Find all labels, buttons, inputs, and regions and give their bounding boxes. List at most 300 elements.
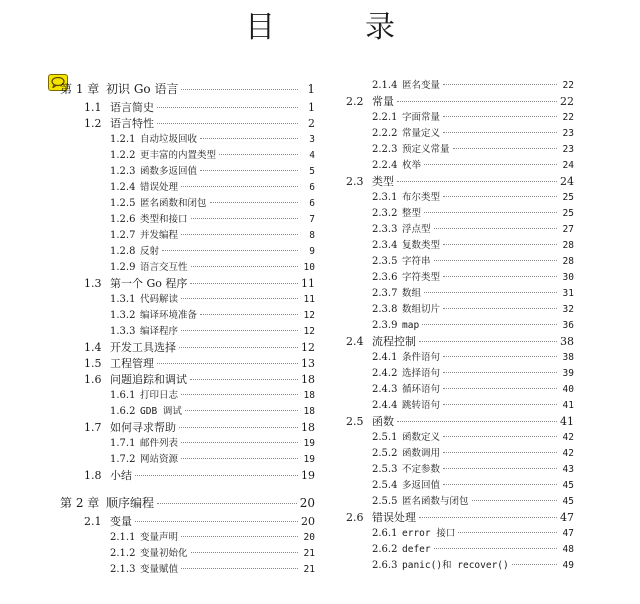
- toc-section-entry[interactable]: [346, 94, 574, 110]
- toc-leader-dots: [157, 363, 298, 364]
- toc-entry-label: 自动垃圾回收: [140, 134, 198, 145]
- toc-entry-number: 1.2.1: [110, 134, 136, 145]
- toc-page-number: 6: [309, 198, 315, 209]
- toc-sub-entry[interactable]: [60, 404, 315, 420]
- toc-leader-dots: [191, 266, 298, 267]
- toc-leader-dots: [434, 260, 557, 261]
- toc-entry-number: 2.6.2: [372, 544, 398, 555]
- toc-entry-number: 1.3: [84, 277, 102, 290]
- toc-entry-number: 2.5.1: [372, 432, 398, 443]
- toc-left-column: [60, 78, 315, 578]
- toc-leader-dots: [443, 244, 557, 245]
- toc-entry-number: 2.1.2: [110, 548, 136, 559]
- toc-page-number: 19: [303, 438, 315, 449]
- toc-entry-number: 1.1: [84, 101, 102, 114]
- toc-entry-label: 字符串: [402, 256, 431, 267]
- toc-entry-number: 2.4.4: [372, 400, 398, 411]
- toc-page-number: 19: [301, 469, 315, 482]
- toc-leader-dots: [397, 421, 557, 422]
- toc-leader-dots: [157, 503, 297, 504]
- toc-entry-number: 2.2.4: [372, 160, 398, 171]
- toc-entry-label: 常量: [372, 95, 394, 108]
- toc-section-entry[interactable]: [60, 340, 315, 356]
- toc-page-number: 23: [562, 144, 574, 155]
- toc-entry-number: 1.7.2: [110, 454, 136, 465]
- page-title: 目 录: [245, 10, 425, 45]
- toc-page-number: 31: [562, 288, 574, 299]
- toc-entry-label: 编译程序: [140, 326, 179, 337]
- toc-entry-label: 工程管理: [110, 357, 154, 370]
- toc-sub-entry[interactable]: [60, 164, 315, 180]
- toc-entry-label: 布尔类型: [402, 192, 441, 203]
- toc-sub-entry[interactable]: [346, 190, 574, 206]
- toc-leader-dots: [443, 388, 557, 389]
- toc-entry-label: 选择语句: [402, 368, 441, 379]
- toc-entry-label: 匿名变量: [402, 80, 441, 91]
- toc-leader-dots: [443, 404, 557, 405]
- toc-entry-label: 邮件列表: [140, 438, 179, 449]
- toc-leader-dots: [191, 552, 298, 553]
- toc-leader-dots: [443, 452, 557, 453]
- toc-page-number: 20: [301, 515, 315, 528]
- toc-entry-number: 1.3.1: [110, 294, 136, 305]
- toc-entry-label: 问题追踪和调试: [110, 373, 187, 386]
- toc-sub-entry[interactable]: [60, 324, 315, 340]
- toc-entry-label: 变量: [110, 515, 132, 528]
- toc-page-number: 42: [562, 448, 574, 459]
- toc-entry-number: 1.2.7: [110, 230, 136, 241]
- toc-page-number: 3: [309, 134, 315, 145]
- toc-entry-label: 变量初始化: [140, 548, 188, 559]
- toc-sub-entry[interactable]: [346, 526, 574, 542]
- toc-entry-label: 整型: [402, 208, 422, 219]
- toc-page-number: 28: [562, 256, 574, 267]
- toc-leader-dots: [397, 181, 557, 182]
- toc-entry-number: 2.6.3: [372, 560, 398, 571]
- toc-entry-label: 语言简史: [110, 101, 154, 114]
- toc-sub-entry[interactable]: [346, 462, 574, 478]
- toc-sub-entry[interactable]: [346, 382, 574, 398]
- toc-entry-number: 2.5.4: [372, 480, 398, 491]
- toc-page-number: 11: [301, 277, 315, 290]
- toc-page-number: 25: [562, 208, 574, 219]
- toc-sub-entry[interactable]: [60, 196, 315, 212]
- toc-entry-number: 1.3.2: [110, 310, 136, 321]
- toc-entry-number: 第 2 章: [60, 496, 100, 510]
- toc-entry-number: 1.2: [84, 117, 102, 130]
- toc-page-number: 8: [309, 230, 315, 241]
- toc-entry-label: 打印日志: [140, 390, 179, 401]
- toc-entry-number: 1.2.3: [110, 166, 136, 177]
- toc-leader-dots: [181, 442, 298, 443]
- toc-page-number: 20: [299, 496, 315, 510]
- toc-entry-label: 错误处理: [372, 511, 416, 524]
- toc-sub-entry[interactable]: [60, 562, 315, 578]
- toc-entry-label: 枚举: [402, 160, 422, 171]
- toc-entry-number: 1.6.2: [110, 406, 136, 417]
- toc-page-number: 23: [562, 128, 574, 139]
- toc-section-entry[interactable]: [60, 468, 315, 484]
- toc-entry-number: 2.4.2: [372, 368, 398, 379]
- toc-leader-dots: [200, 314, 298, 315]
- toc-page-number: 12: [303, 310, 315, 321]
- toc-leader-dots: [443, 436, 557, 437]
- toc-leader-dots: [458, 532, 557, 533]
- toc-entry-label: 函数多返回值: [140, 166, 198, 177]
- toc-entry-label: 匿名函数与闭包: [402, 496, 469, 507]
- toc-page-number: 9: [309, 246, 315, 257]
- toc-entry-label: 变量声明: [140, 532, 179, 543]
- toc-entry-number: 1.7: [84, 421, 102, 434]
- toc-leader-dots: [443, 308, 557, 309]
- toc-entry-number: 1.2.8: [110, 246, 136, 257]
- toc-leader-dots: [419, 341, 557, 342]
- toc-entry-label: 编译环境准备: [140, 310, 198, 321]
- toc-sub-entry[interactable]: [346, 270, 574, 286]
- toc-leader-dots: [443, 356, 557, 357]
- toc-sub-entry[interactable]: [346, 158, 574, 174]
- toc-leader-dots: [181, 298, 298, 299]
- toc-entry-label: 字面常量: [402, 112, 441, 123]
- toc-leader-dots: [181, 394, 298, 395]
- toc-entry-number: 2.3.7: [372, 288, 398, 299]
- toc-page-number: 24: [560, 175, 574, 188]
- toc-entry-number: 2.1: [84, 515, 102, 528]
- toc-sub-entry[interactable]: [346, 286, 574, 302]
- toc-leader-dots: [179, 347, 298, 348]
- toc-sub-entry[interactable]: [346, 254, 574, 270]
- toc-page-number: 19: [303, 454, 315, 465]
- toc-entry-label: map: [402, 320, 420, 331]
- toc-entry-number: 2.5.2: [372, 448, 398, 459]
- toc-leader-dots: [190, 379, 298, 380]
- toc-entry-number: 第 1 章: [60, 82, 100, 96]
- toc-leader-dots: [190, 283, 298, 284]
- toc-page-number: 18: [301, 421, 315, 434]
- toc-entry-number: 2.2.1: [372, 112, 398, 123]
- toc-entry-number: 1.2.9: [110, 262, 136, 273]
- toc-leader-dots: [181, 536, 298, 537]
- toc-page-number: 47: [562, 528, 574, 539]
- toc-sub-entry[interactable]: [346, 110, 574, 126]
- toc-page-number: 45: [562, 496, 574, 507]
- toc-entry-number: 1.2.5: [110, 198, 136, 209]
- toc-page-number: 18: [301, 373, 315, 386]
- toc-entry-label: 并发编程: [140, 230, 179, 241]
- toc-leader-dots: [210, 202, 298, 203]
- toc-entry-number: 1.7.1: [110, 438, 136, 449]
- toc-section-entry[interactable]: [60, 420, 315, 436]
- toc-page-number: 22: [562, 112, 574, 123]
- toc-page-number: 40: [562, 384, 574, 395]
- toc-entry-label: 匿名函数和闭包: [140, 198, 207, 209]
- toc-sub-entry[interactable]: [60, 452, 315, 468]
- toc-entry-label: 跳转语句: [402, 400, 441, 411]
- toc-leader-dots: [179, 427, 298, 428]
- toc-page-number: 22: [562, 80, 574, 91]
- toc-entry-label: 流程控制: [372, 335, 416, 348]
- toc-entry-label: 预定义常量: [402, 144, 450, 155]
- toc-leader-dots: [419, 517, 557, 518]
- toc-sub-entry[interactable]: [346, 398, 574, 414]
- toc-entry-number: 2.4.3: [372, 384, 398, 395]
- toc-sub-entry[interactable]: [346, 238, 574, 254]
- toc-chapter-entry[interactable]: [60, 492, 315, 514]
- toc-leader-dots: [512, 564, 557, 565]
- toc-leader-dots: [181, 568, 298, 569]
- toc-sub-entry[interactable]: [60, 260, 315, 276]
- toc-entry-label: 顺序编程: [106, 496, 155, 510]
- toc-entry-label: defer: [402, 544, 431, 555]
- toc-sub-entry[interactable]: [346, 126, 574, 142]
- toc-leader-dots: [181, 234, 298, 235]
- toc-page-number: 1: [307, 82, 315, 96]
- toc-page-number: 48: [562, 544, 574, 555]
- toc-entry-number: 1.2.6: [110, 214, 136, 225]
- toc-entry-number: 2.3.6: [372, 272, 398, 283]
- toc-page-number: 41: [560, 415, 574, 428]
- toc-leader-dots: [443, 276, 557, 277]
- toc-entry-number: 1.8: [84, 469, 102, 482]
- toc-page-number: 6: [309, 182, 315, 193]
- toc-sub-entry[interactable]: [60, 308, 315, 324]
- toc-entry-label: 如何寻求帮助: [110, 421, 176, 434]
- toc-page-number: 41: [562, 400, 574, 411]
- toc-page-number: 43: [562, 464, 574, 475]
- toc-entry-number: 2.3.5: [372, 256, 398, 267]
- toc-entry-number: 2.6: [346, 511, 364, 524]
- toc-entry-label: panic()和 recover(): [402, 560, 509, 571]
- toc-entry-number: 2.3.2: [372, 208, 398, 219]
- toc-page-number: 10: [303, 262, 315, 273]
- toc-page-number: 1: [308, 101, 315, 114]
- toc-sub-entry[interactable]: [60, 212, 315, 228]
- toc-entry-label: 类型和接口: [140, 214, 188, 225]
- toc-page-number: 38: [560, 335, 574, 348]
- toc-leader-dots: [422, 324, 557, 325]
- toc-entry-number: 2.3.8: [372, 304, 398, 315]
- toc-leader-dots: [135, 475, 298, 476]
- toc-entry-label: 更丰富的内置类型: [140, 150, 217, 161]
- toc-leader-dots: [219, 154, 298, 155]
- toc-sub-entry[interactable]: [60, 148, 315, 164]
- toc-page-number: 2: [308, 117, 315, 130]
- toc-entry-label: 小结: [110, 469, 132, 482]
- toc-entry-number: 2.6.1: [372, 528, 398, 539]
- toc-entry-number: 2.3.3: [372, 224, 398, 235]
- toc-leader-dots: [434, 228, 557, 229]
- toc-section-entry[interactable]: [60, 372, 315, 388]
- toc-sub-entry[interactable]: [346, 430, 574, 446]
- toc-leader-dots: [453, 148, 557, 149]
- toc-page-number: 7: [309, 214, 315, 225]
- toc-entry-number: 2.4: [346, 335, 364, 348]
- toc-sub-entry[interactable]: [60, 388, 315, 404]
- toc-entry-label: 反射: [140, 246, 160, 257]
- toc-page-number: 45: [562, 480, 574, 491]
- toc-entry-number: 2.1.3: [110, 564, 136, 575]
- toc-leader-dots: [443, 132, 557, 133]
- toc-sub-entry[interactable]: [60, 228, 315, 244]
- toc-page-number: 11: [303, 294, 315, 305]
- toc-entry-label: GDB 调试: [140, 406, 182, 417]
- toc-page-number: 20: [303, 532, 315, 543]
- toc-entry-number: 2.5.3: [372, 464, 398, 475]
- toc-right-column: [346, 78, 574, 574]
- toc-leader-dots: [397, 101, 557, 102]
- toc-entry-label: 变量赋值: [140, 564, 179, 575]
- toc-entry-label: 代码解读: [140, 294, 179, 305]
- toc-sub-entry[interactable]: [60, 180, 315, 196]
- toc-entry-label: 不定参数: [402, 464, 441, 475]
- toc-sub-entry[interactable]: [346, 478, 574, 494]
- toc-entry-label: 开发工具选择: [110, 341, 176, 354]
- toc-leader-dots: [181, 458, 298, 459]
- toc-entry-number: 2.1.1: [110, 532, 136, 543]
- toc-entry-number: 1.5: [84, 357, 102, 370]
- toc-page-number: 27: [562, 224, 574, 235]
- toc-entry-number: 2.1.4: [372, 80, 398, 91]
- toc-section-entry[interactable]: [60, 356, 315, 372]
- toc-leader-dots: [443, 116, 557, 117]
- toc-leader-dots: [424, 292, 557, 293]
- toc-entry-label: 函数: [372, 415, 394, 428]
- toc-chapter-entry[interactable]: [60, 78, 315, 100]
- toc-entry-number: 2.2: [346, 95, 364, 108]
- toc-sub-entry[interactable]: [346, 302, 574, 318]
- toc-page-number: 21: [303, 564, 315, 575]
- toc-section-entry[interactable]: [60, 116, 315, 132]
- toc-entry-label: 错误处理: [140, 182, 179, 193]
- toc-entry-number: 1.4: [84, 341, 102, 354]
- toc-sub-entry[interactable]: [60, 244, 315, 260]
- toc-entry-number: 1.6.1: [110, 390, 136, 401]
- toc-leader-dots: [443, 196, 557, 197]
- toc-entry-label: 函数调用: [402, 448, 441, 459]
- toc-sub-entry[interactable]: [346, 222, 574, 238]
- toc-sub-entry[interactable]: [346, 366, 574, 382]
- toc-page-number: 12: [303, 326, 315, 337]
- toc-section-entry[interactable]: [60, 514, 315, 530]
- toc-sub-entry[interactable]: [346, 446, 574, 462]
- toc-leader-dots: [443, 372, 557, 373]
- toc-sub-entry[interactable]: [346, 206, 574, 222]
- toc-entry-number: 1.2.2: [110, 150, 136, 161]
- toc-section-entry[interactable]: [60, 100, 315, 116]
- toc-entry-number: 2.3.1: [372, 192, 398, 203]
- toc-entry-label: 类型: [372, 175, 394, 188]
- toc-page-number: 28: [562, 240, 574, 251]
- toc-page-number: 4: [309, 150, 315, 161]
- toc-entry-label: 语言特性: [110, 117, 154, 130]
- toc-leader-dots: [157, 123, 298, 124]
- toc-entry-label: 多返回值: [402, 480, 441, 491]
- toc-entry-number: 1.6: [84, 373, 102, 386]
- toc-section-entry[interactable]: [346, 510, 574, 526]
- toc-page-number: 30: [562, 272, 574, 283]
- toc-leader-dots: [181, 89, 298, 90]
- toc-page-number: 25: [562, 192, 574, 203]
- toc-leader-dots: [200, 170, 298, 171]
- toc-entry-label: 网站资源: [140, 454, 179, 465]
- toc-page-number: 12: [301, 341, 315, 354]
- toc-entry-label: 语言交互性: [140, 262, 188, 273]
- toc-leader-dots: [191, 218, 298, 219]
- toc-sub-entry[interactable]: [346, 558, 574, 574]
- toc-page-number: 47: [560, 511, 574, 524]
- toc-entry-number: 2.3.4: [372, 240, 398, 251]
- toc-entry-label: 数组: [402, 288, 422, 299]
- toc-sub-entry[interactable]: [346, 542, 574, 558]
- toc-section-entry[interactable]: [346, 334, 574, 350]
- toc-sub-entry[interactable]: [60, 292, 315, 308]
- toc-leader-dots: [424, 212, 557, 213]
- toc-leader-dots: [200, 138, 298, 139]
- toc-leader-dots: [157, 107, 298, 108]
- toc-leader-dots: [181, 330, 298, 331]
- toc-section-entry[interactable]: [60, 276, 315, 292]
- toc-entry-label: 初识 Go 语言: [106, 82, 179, 96]
- toc-sub-entry[interactable]: [346, 142, 574, 158]
- toc-sub-entry[interactable]: [346, 350, 574, 366]
- toc-entry-label: 循环语句: [402, 384, 441, 395]
- toc-page-number: 24: [562, 160, 574, 171]
- toc-entry-label: 条件语句: [402, 352, 441, 363]
- toc-entry-number: 2.4.1: [372, 352, 398, 363]
- toc-sub-entry[interactable]: [60, 530, 315, 546]
- toc-leader-dots: [162, 250, 298, 251]
- toc-entry-number: 2.2.2: [372, 128, 398, 139]
- toc-entry-label: 常量定义: [402, 128, 441, 139]
- toc-page-number: 39: [562, 368, 574, 379]
- toc-entry-label: 函数定义: [402, 432, 441, 443]
- toc-entry-label: error 接口: [402, 528, 456, 539]
- toc-sub-entry[interactable]: [60, 132, 315, 148]
- toc-page-number: 22: [560, 95, 574, 108]
- toc-entry-label: 第一个 Go 程序: [110, 277, 188, 290]
- toc-page-number: 13: [301, 357, 315, 370]
- toc-page-number: 49: [562, 560, 574, 571]
- toc-leader-dots: [434, 548, 557, 549]
- toc-section-entry[interactable]: [346, 174, 574, 190]
- toc-page-number: 42: [562, 432, 574, 443]
- toc-sub-entry[interactable]: [60, 436, 315, 452]
- toc-entry-label: 浮点型: [402, 224, 431, 235]
- toc-sub-entry[interactable]: [346, 78, 574, 94]
- toc-section-entry[interactable]: [346, 414, 574, 430]
- toc-entry-number: 1.3.3: [110, 326, 136, 337]
- toc-sub-entry[interactable]: [60, 546, 315, 562]
- toc-leader-dots: [135, 521, 298, 522]
- toc-entry-label: 字符类型: [402, 272, 441, 283]
- toc-entry-label: 复数类型: [402, 240, 441, 251]
- toc-entry-number: 2.3.9: [372, 320, 398, 331]
- toc-gap: [60, 484, 315, 492]
- toc-entry-number: 2.5: [346, 415, 364, 428]
- toc-entry-number: 1.2.4: [110, 182, 136, 193]
- toc-page-number: 18: [303, 390, 315, 401]
- toc-leader-dots: [443, 468, 557, 469]
- toc-sub-entry[interactable]: [346, 318, 574, 334]
- toc-entry-label: 数组切片: [402, 304, 441, 315]
- toc-entry-number: 2.3: [346, 175, 364, 188]
- toc-page-number: 36: [562, 320, 574, 331]
- toc-sub-entry[interactable]: [346, 494, 574, 510]
- toc-leader-dots: [443, 84, 557, 85]
- toc-entry-number: 2.2.3: [372, 144, 398, 155]
- toc-entry-number: 2.5.5: [372, 496, 398, 507]
- toc-leader-dots: [424, 164, 557, 165]
